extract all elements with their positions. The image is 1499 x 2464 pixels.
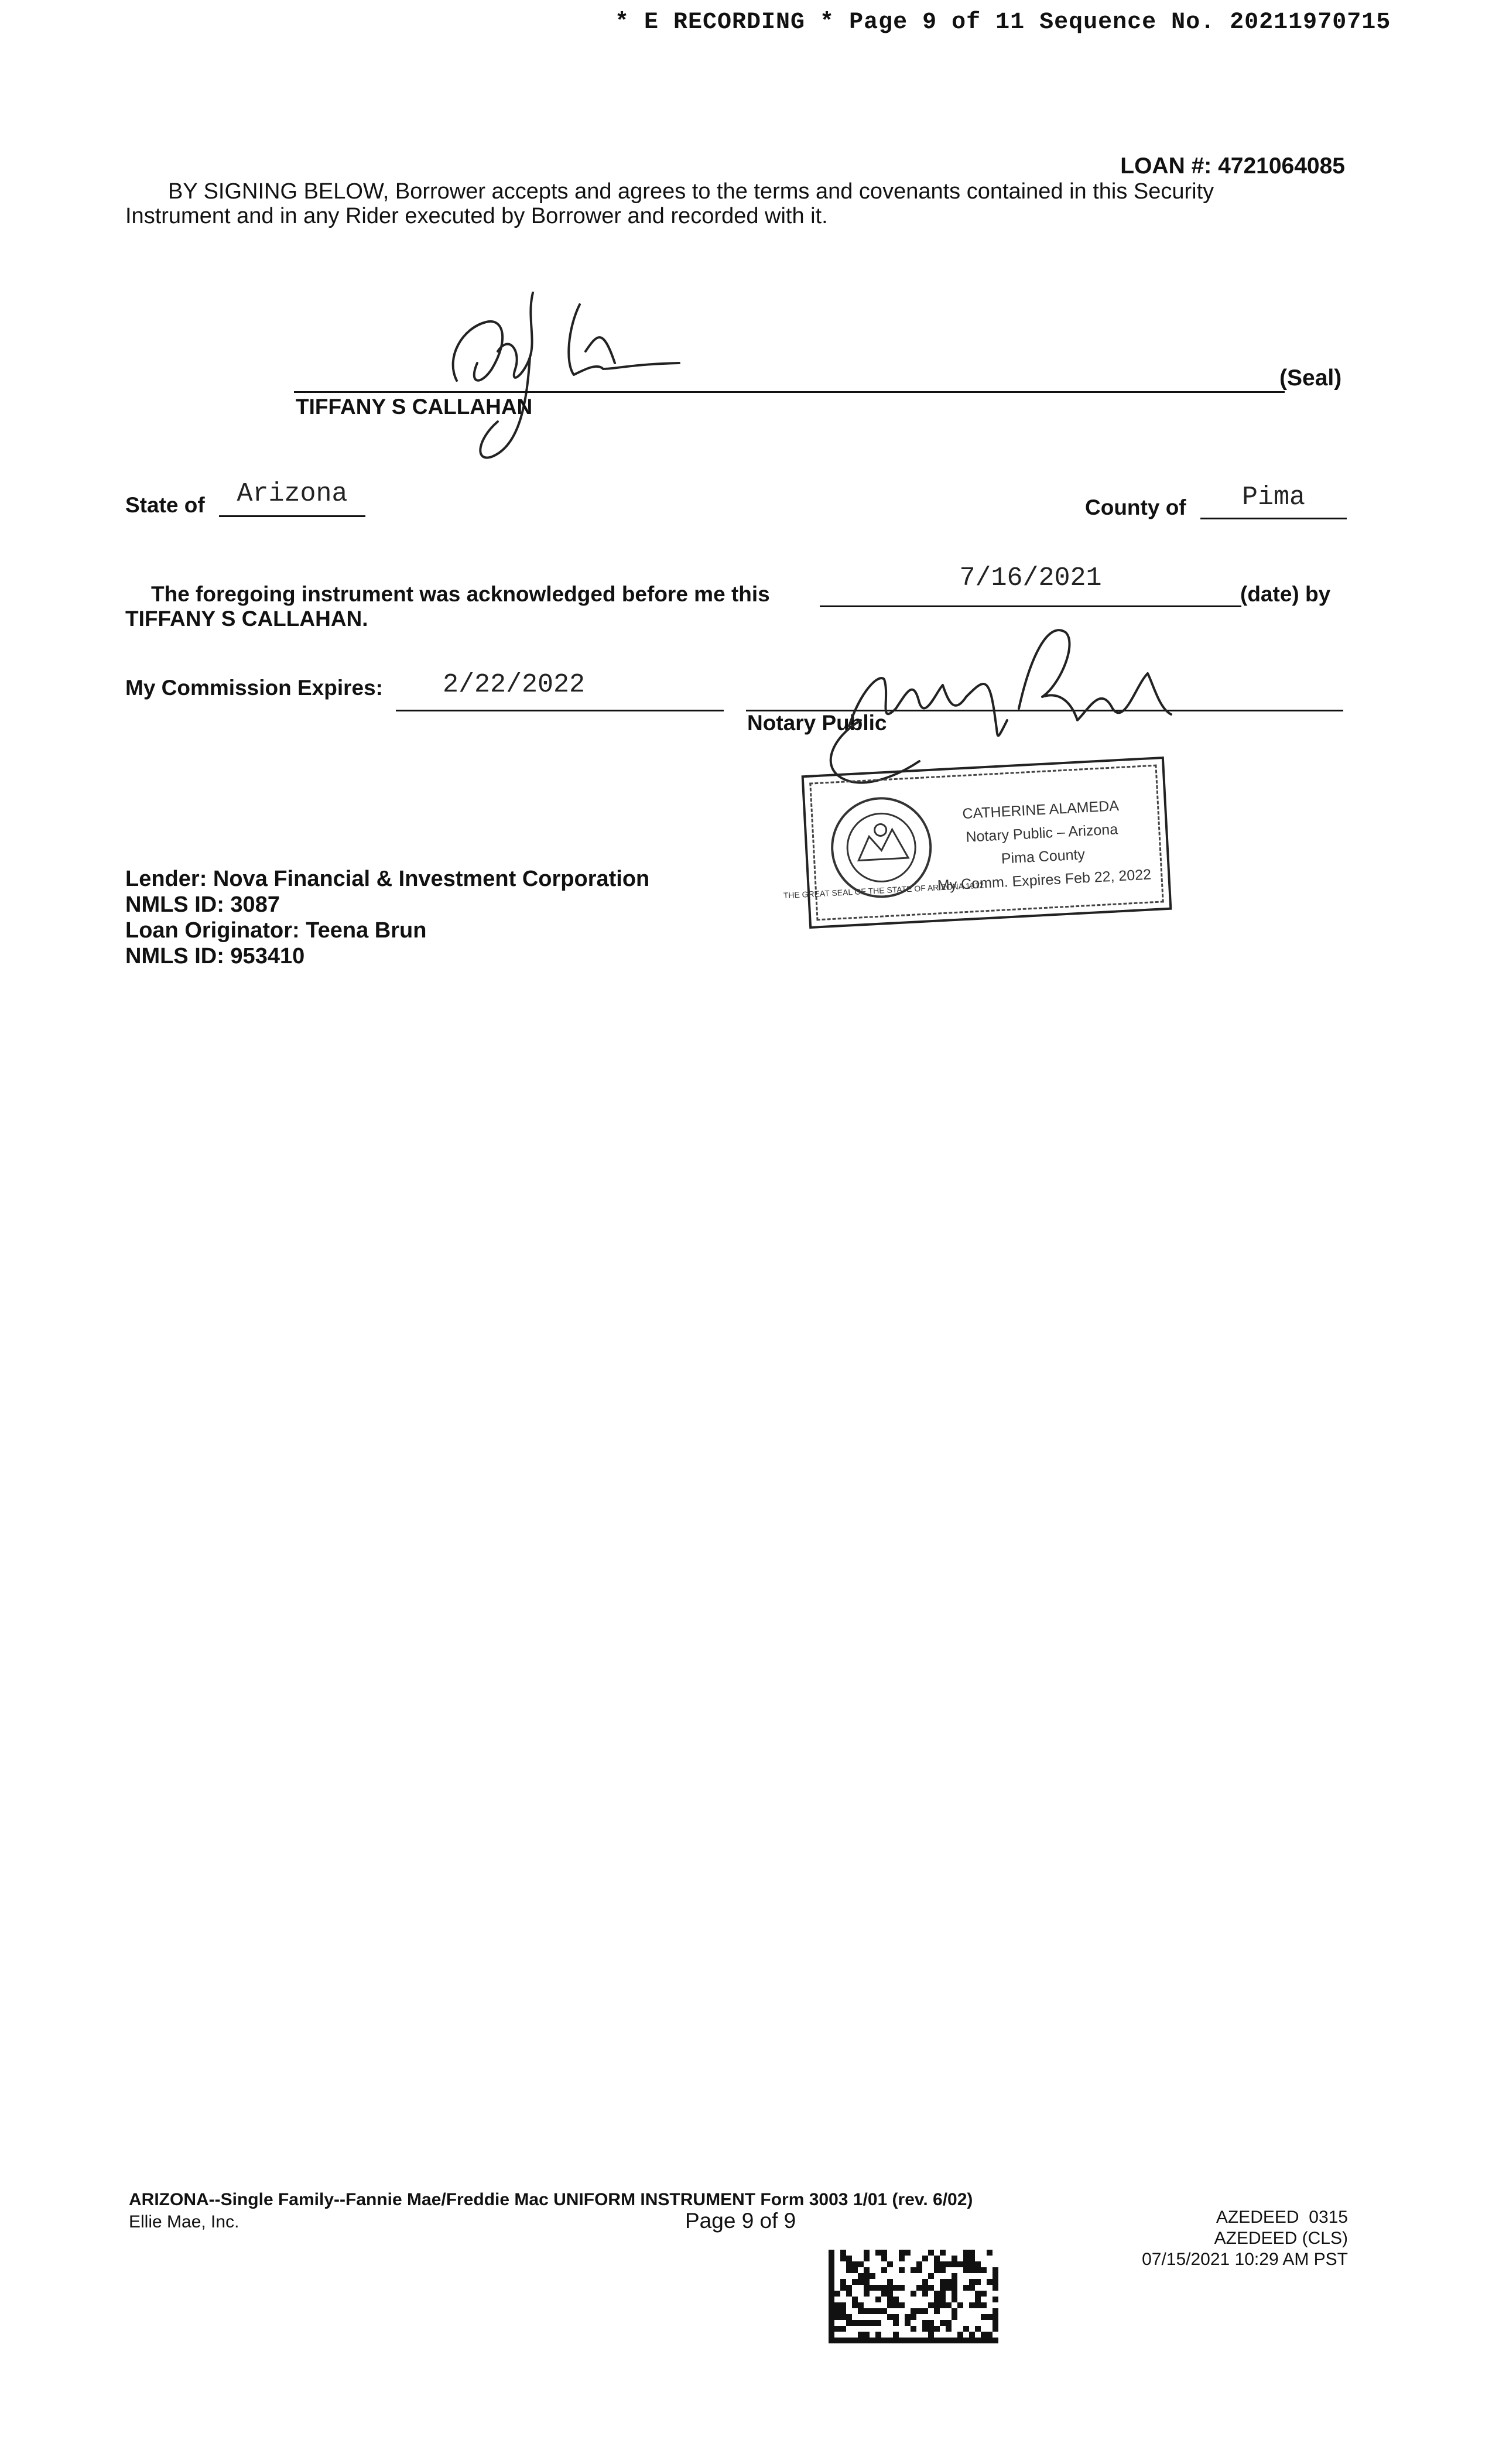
stamp-expires: My Comm. Expires Feb 22, 2022 xyxy=(937,866,1152,894)
state-line xyxy=(219,515,365,517)
ack-date: 7/16/2021 xyxy=(959,563,1102,593)
lender-nmls: NMLS ID: 3087 xyxy=(125,892,280,917)
notary-stamp xyxy=(783,757,1172,929)
state-value: Arizona xyxy=(237,479,348,509)
county-value: Pima xyxy=(1241,482,1306,512)
originator-nmls: NMLS ID: 953410 xyxy=(125,944,305,969)
ack-text: The foregoing instrument was acknowledged before me this xyxy=(151,582,770,606)
seal-text: THE GREAT SEAL OF THE STATE OF ARIZONA 1912 xyxy=(783,880,984,901)
commission-line xyxy=(396,710,724,711)
recording-header: * E RECORDING * Page 9 of 11 Sequence No. 20211970715 xyxy=(615,9,1391,36)
seal-label: (Seal) xyxy=(1279,365,1342,391)
ack-name: TIFFANY S CALLAHAN. xyxy=(125,607,368,631)
stamp-county: Pima County xyxy=(1001,846,1086,867)
footer-page: Page 9 of 9 xyxy=(685,2209,796,2233)
arizona-seal-icon xyxy=(783,792,984,903)
stamp-text xyxy=(932,792,1153,897)
footer-code-1: AZEDEED 0315 xyxy=(1216,2208,1348,2227)
state-label: State of xyxy=(125,493,205,517)
footer-company: Ellie Mae, Inc. xyxy=(129,2212,239,2232)
loan-originator: Loan Originator: Teena Brun xyxy=(125,918,427,943)
county-label: County of xyxy=(1085,495,1186,519)
loan-number: LOAN #: 4721064085 xyxy=(1120,153,1345,179)
borrower-signature-line xyxy=(294,391,1285,393)
commission-label: My Commission Expires: xyxy=(125,676,384,700)
county-line xyxy=(1200,518,1347,519)
stamp-name: CATHERINE ALAMEDA xyxy=(961,798,1120,823)
borrower-signature xyxy=(422,281,726,468)
barcode-icon xyxy=(829,2250,998,2343)
notary-label: Notary Public xyxy=(747,711,887,735)
commission-value: 2/22/2022 xyxy=(443,670,586,700)
intro-line-1: BY SIGNING BELOW, Borrower accepts and agrees to the terms and covenants contained in this Security xyxy=(168,179,1214,204)
footer-form-line: ARIZONA--Single Family--Fannie Mae/Freddie Mac UNIFORM INSTRUMENT Form 3003 1/01 (rev. 6/02) xyxy=(129,2190,973,2209)
lender-name: Lender: Nova Financial & Investment Corporation xyxy=(125,867,650,891)
ack-date-suffix: (date) by xyxy=(1240,582,1331,606)
footer-code-2: AZEDEED (CLS) xyxy=(1214,2229,1348,2248)
borrower-name: TIFFANY S CALLAHAN xyxy=(296,395,533,419)
intro-line-2: Instrument and in any Rider executed by Borrower and recorded with it. xyxy=(125,204,828,228)
stamp-title: Notary Public – Arizona xyxy=(965,821,1118,846)
footer-timestamp: 07/15/2021 10:29 AM PST xyxy=(1142,2250,1348,2269)
